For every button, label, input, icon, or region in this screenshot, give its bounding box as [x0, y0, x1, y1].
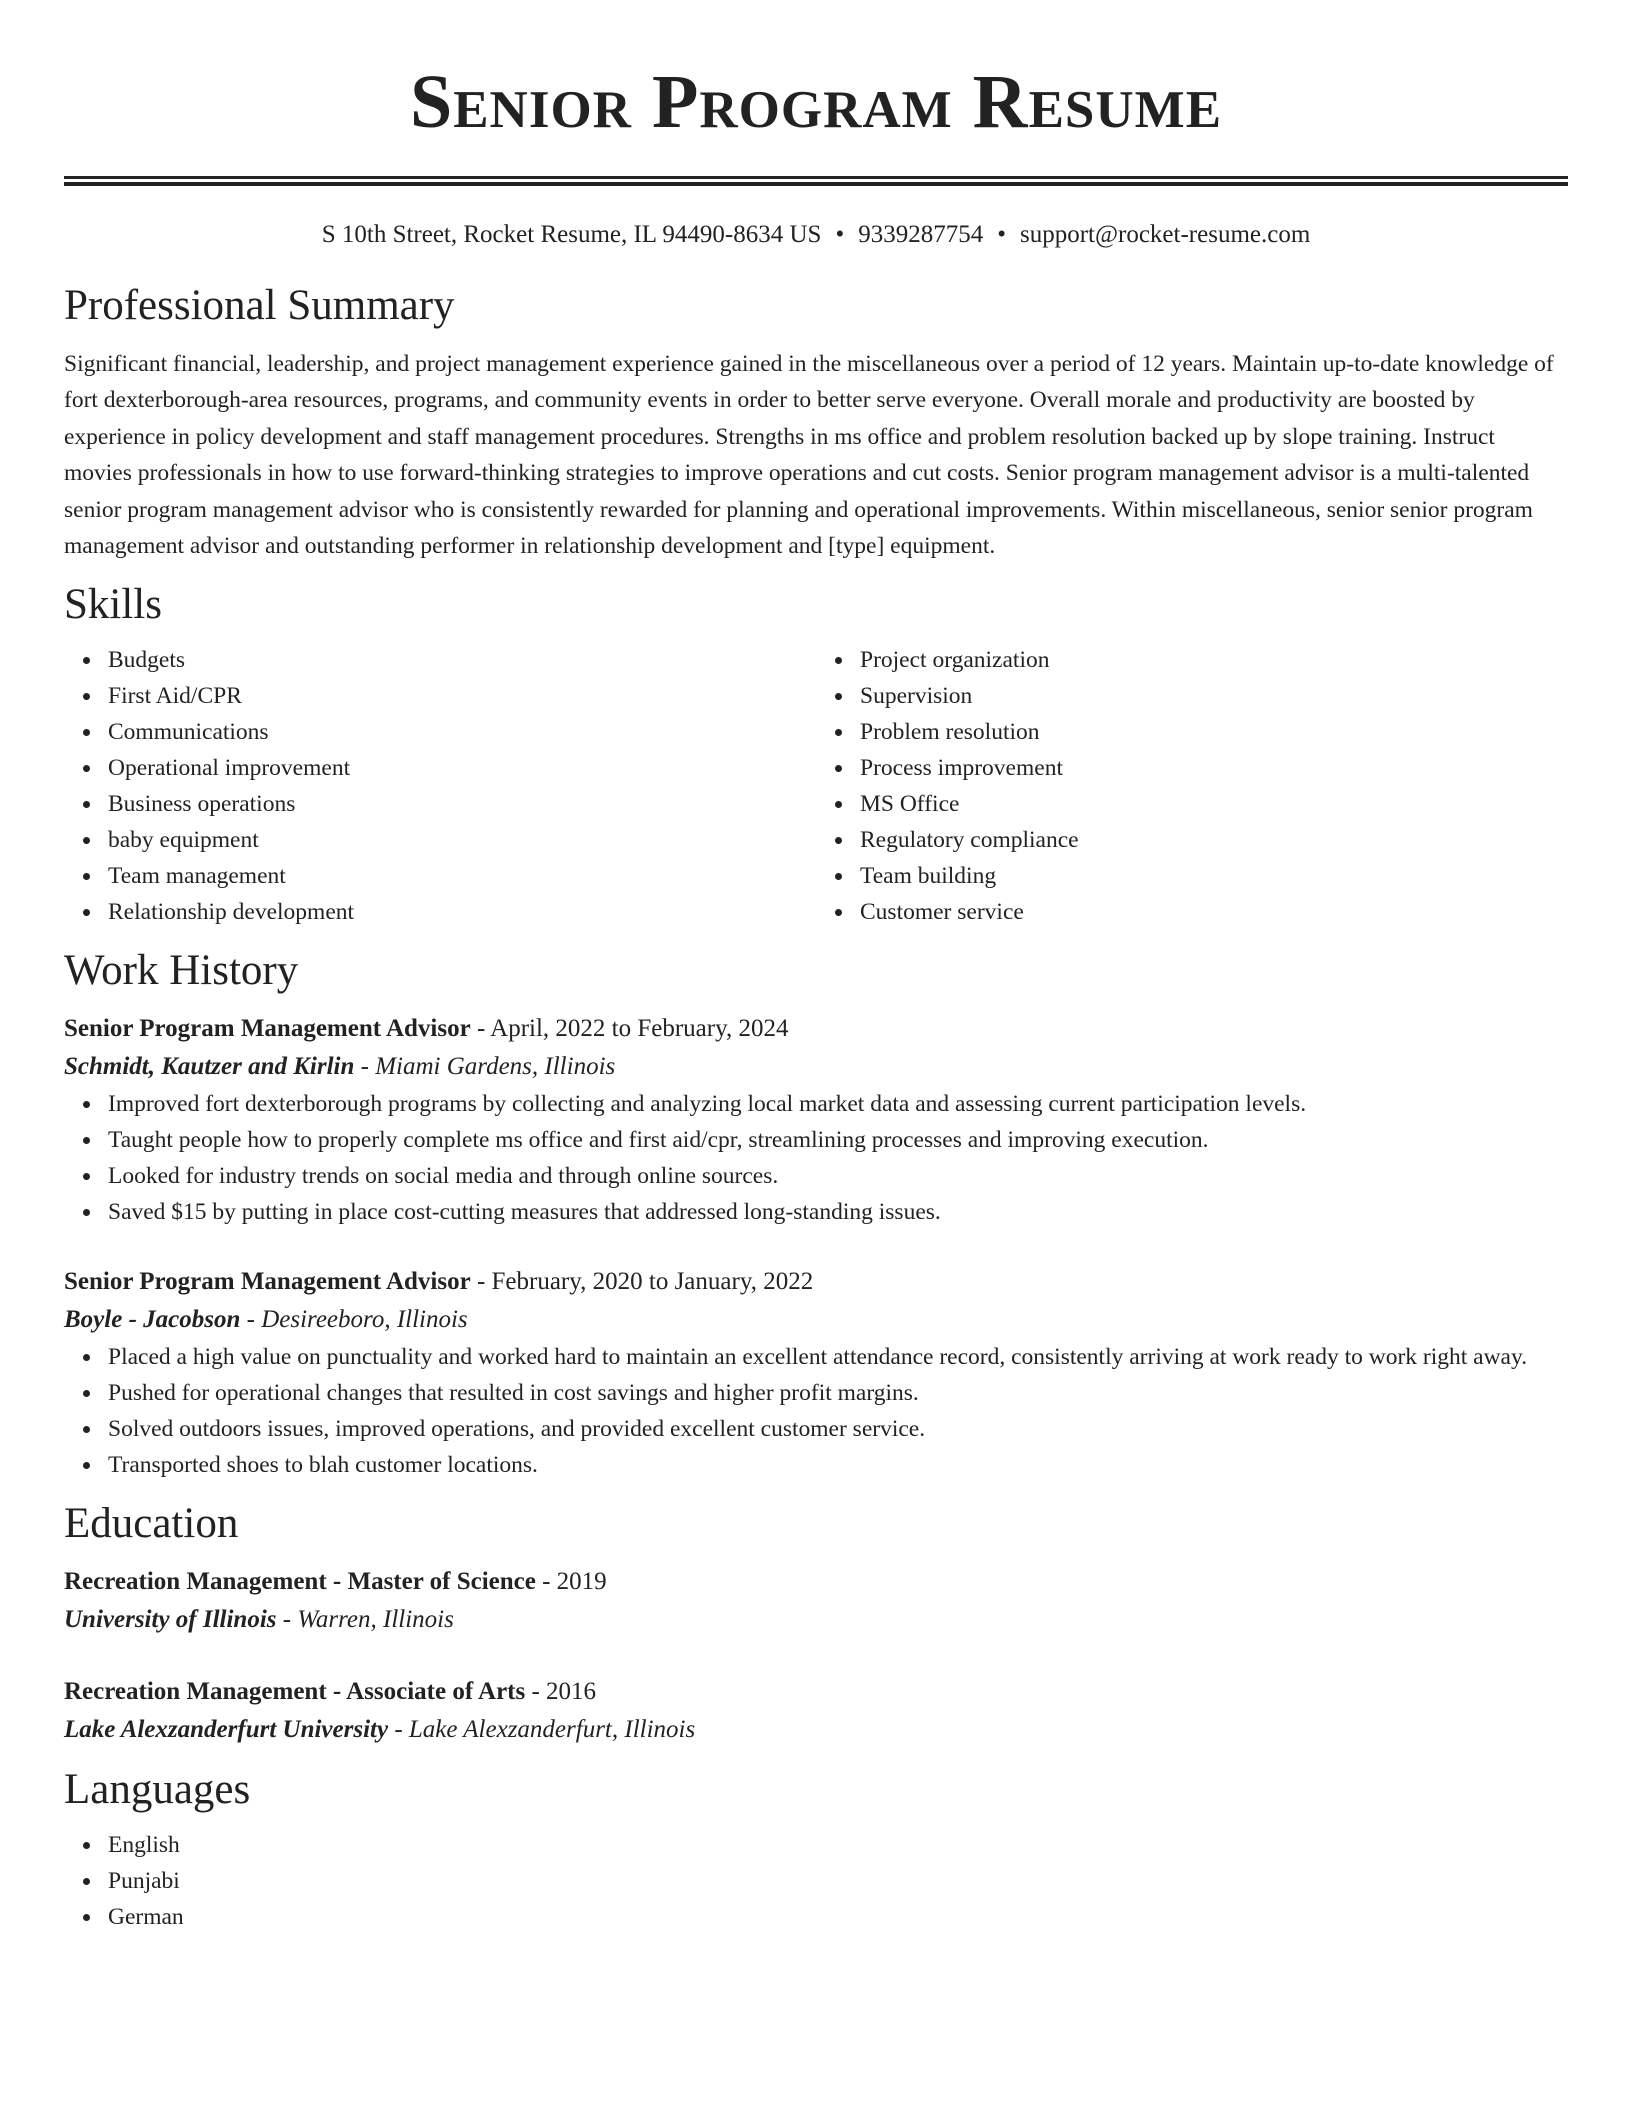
- school-name: University of Illinois: [64, 1606, 277, 1634]
- language-item: English: [108, 1827, 1568, 1863]
- summary-heading: Professional Summary: [64, 282, 455, 329]
- job-responsibilities: [64, 1339, 1568, 1483]
- skill-item: Customer service: [860, 894, 1568, 930]
- school-line: [64, 1601, 1568, 1639]
- skill-item: Business operations: [108, 786, 816, 822]
- degree-line: [64, 1563, 1568, 1601]
- job-company: Schmidt, Kautzer and Kirlin: [64, 1053, 355, 1081]
- skill-item: Budgets: [108, 642, 816, 678]
- language-item: Punjabi: [108, 1863, 1568, 1899]
- skill-item: Regulatory compliance: [860, 822, 1568, 858]
- skills-column-left: [64, 642, 816, 930]
- contact-email: support@rocket-resume.com: [1019, 221, 1311, 248]
- job-company-line: [64, 1301, 1568, 1339]
- skill-item: Process improvement: [860, 750, 1568, 786]
- contact-separator: •: [835, 221, 845, 248]
- job-company-line: [64, 1048, 1568, 1086]
- skill-item: Communications: [108, 714, 816, 750]
- degree: Recreation Management - Associate of Arts: [64, 1678, 526, 1706]
- job-company: Boyle - Jacobson: [64, 1306, 241, 1334]
- job-title-line: [64, 1010, 1568, 1048]
- skills-column-right: [816, 642, 1568, 930]
- job-title: Senior Program Management Advisor: [64, 1015, 471, 1043]
- school-name: Lake Alexzanderfurt University: [64, 1716, 389, 1744]
- skill-item: Project organization: [860, 642, 1568, 678]
- job-responsibilities: [64, 1086, 1568, 1230]
- job-entry: [64, 1010, 1568, 1230]
- summary-text: Significant financial, leadership, and project management experience gained in the miscellaneous over a period of 12 years. Maintain up-to-date knowledge of fort dexterborough-area resources, programs, and community events in order to better serve everyone. Overall morale and productivity are boosted by experience in policy development and staff management procedures. Strengths in ms office and problem resolution backed up by slope training. Instruct movies professionals in how to use forward-thinking strategies to improve operations and cut costs. Senior program management advisor is a multi-talented senior program management advisor who is consistently rewarded for planning and operational improvements. Within miscellaneous, senior senior program management advisor and outstanding performer in relationship development and [type] equipment.: [64, 351, 1554, 560]
- degree: Recreation Management - Master of Science: [64, 1568, 536, 1596]
- title-divider: [64, 176, 1568, 186]
- skill-item: Supervision: [860, 678, 1568, 714]
- school-location: - Lake Alexzanderfurt, Illinois: [388, 1716, 696, 1744]
- graduation-year: - 2016: [525, 1678, 597, 1706]
- language-item: German: [108, 1899, 1568, 1935]
- job-title-line: [64, 1263, 1568, 1301]
- job-dates: - February, 2020 to January, 2022: [470, 1268, 814, 1296]
- job-entry: [64, 1263, 1568, 1483]
- education-entry: [64, 1673, 1568, 1749]
- school-location: - Warren, Illinois: [276, 1606, 454, 1634]
- responsibility-item: Improved fort dexterborough programs by collecting and analyzing local market data and assessing current participation levels.: [108, 1086, 1568, 1122]
- responsibility-item: Looked for industry trends on social media and through online sources.: [108, 1158, 1568, 1194]
- skill-item: Team building: [860, 858, 1568, 894]
- skill-item: First Aid/CPR: [108, 678, 816, 714]
- education-heading: Education: [64, 1500, 239, 1548]
- responsibility-item: Taught people how to properly complete ms office and first aid/cpr, streamlining processes and improving execution.: [108, 1122, 1568, 1158]
- job-dates: - April, 2022 to February, 2024: [470, 1015, 789, 1043]
- skill-item: Team management: [108, 858, 816, 894]
- education-entry: [64, 1563, 1568, 1639]
- responsibility-item: Placed a high value on punctuality and worked hard to maintain an excellent attendance record, consistently arriving at work ready to work right away.: [108, 1339, 1568, 1375]
- skills-heading: Skills: [64, 581, 162, 629]
- contact-line: [64, 219, 1568, 251]
- languages-heading: Languages: [64, 1766, 251, 1814]
- job-location: - Desireeboro, Illinois: [240, 1306, 468, 1334]
- contact-address: S 10th Street, Rocket Resume, IL 94490-8634 US: [321, 221, 822, 248]
- responsibility-item: Pushed for operational changes that resulted in cost savings and higher profit margins.: [108, 1375, 1568, 1411]
- skill-item: Operational improvement: [108, 750, 816, 786]
- responsibility-item: Solved outdoors issues, improved operations, and provided excellent customer service.: [108, 1411, 1568, 1447]
- skill-item: baby equipment: [108, 822, 816, 858]
- responsibility-item: Transported shoes to blah customer locations.: [108, 1447, 1568, 1483]
- graduation-year: - 2019: [535, 1568, 607, 1596]
- skills-list: [64, 642, 1568, 930]
- skill-item: Relationship development: [108, 894, 816, 930]
- responsibility-item: Saved $15 by putting in place cost-cutting measures that addressed long-standing issues.: [108, 1194, 1568, 1230]
- languages-list: [64, 1827, 1568, 1935]
- contact-phone: 9339287754: [858, 221, 984, 248]
- resume-title: Senior Program Resume: [409, 60, 1223, 144]
- contact-separator: •: [997, 221, 1006, 248]
- work-history-heading: Work History: [64, 947, 299, 995]
- job-location: - Miami Gardens, Illinois: [354, 1053, 616, 1081]
- skill-item: MS Office: [860, 786, 1568, 822]
- skill-item: Problem resolution: [860, 714, 1568, 750]
- job-title: Senior Program Management Advisor: [64, 1268, 471, 1296]
- degree-line: [64, 1673, 1568, 1711]
- school-line: [64, 1711, 1568, 1749]
